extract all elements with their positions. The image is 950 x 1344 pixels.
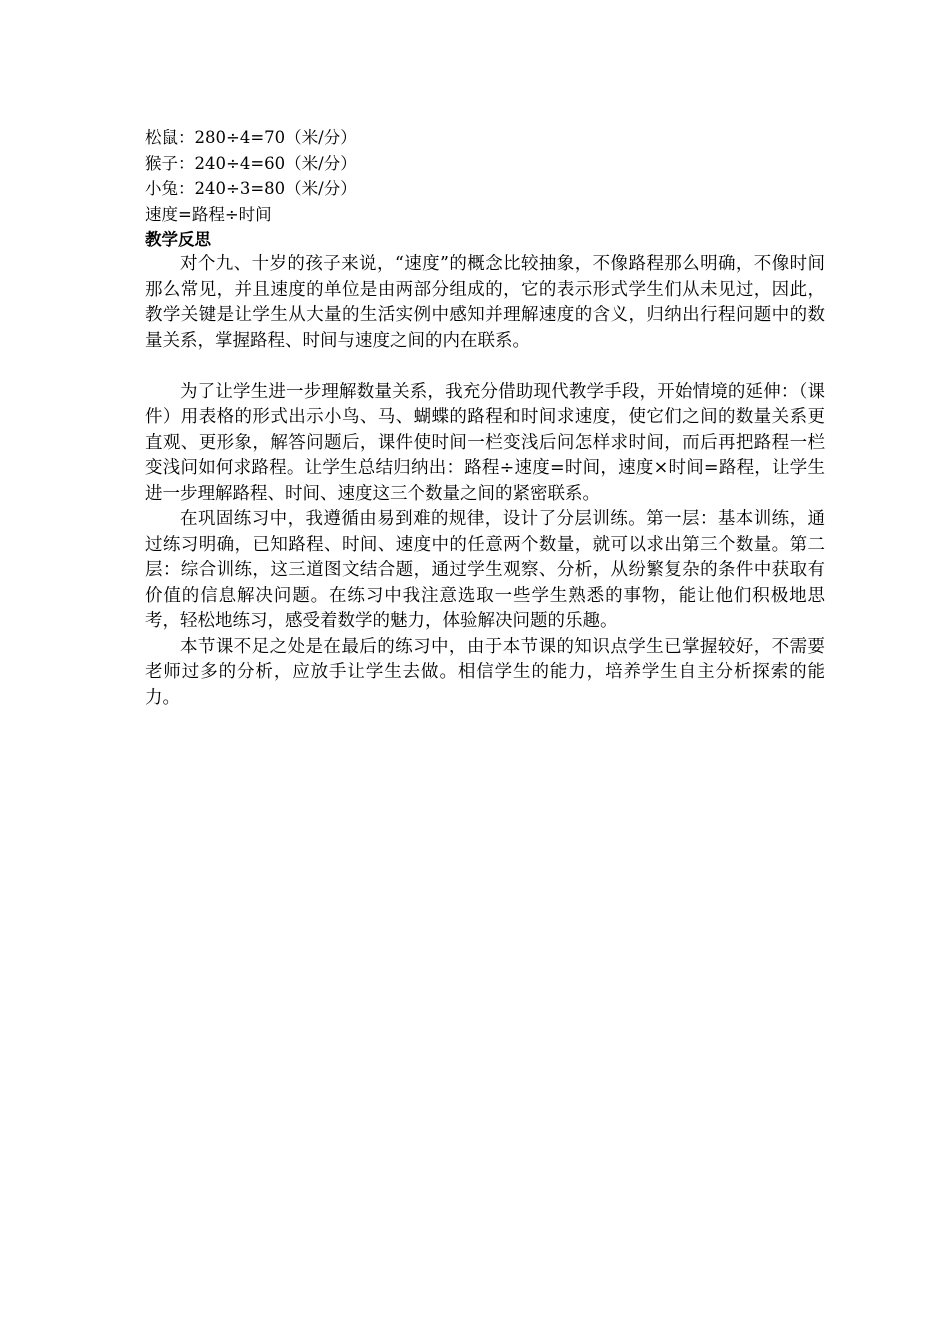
calc-rabbit: 小兔：240÷3=80（米/分）: [145, 179, 357, 198]
document-page: [145, 125, 825, 711]
reflection-paragraph-1: 对个九、十岁的孩子来说，“速度”的概念比较抽象，不像路程那么明确，不像时间那么常见，并且速度的单位是由两部分组成的，它的表示形式学生们从未见过，因此，教学关键是让学生从大量的生活实例中感知并理解速度的含义，归纳出行程问题中的数量关系，掌握路程、时间与速度之间的内在联系。: [145, 254, 825, 351]
reflection-heading: 教学反思: [145, 230, 211, 249]
paragraph-spacer: [145, 354, 825, 380]
calc-monkey: 猴子：240÷4=60（米/分）: [145, 153, 357, 173]
speed-formula: 速度=路程÷时间: [145, 204, 272, 224]
reflection-paragraph-4: 本节课不足之处是在最后的练习中，由于本节课的知识点学生已掌握较好，不需要老师过多的分析，应放手让学生去做。相信学生的能力，培养学生自主分析探索的能力。: [145, 636, 825, 708]
calc-squirrel: 松鼠：280÷4=70（米/分）: [145, 128, 357, 147]
reflection-paragraph-2: 为了让学生进一步理解数量关系，我充分借助现代教学手段，开始情境的延伸：（课件）用表格的形式出示小鸟、马、蝴蝶的路程和时间求速度，使它们之间的数量关系更直观、更形象，解答问题后，课件使时间一栏变浅后问怎样求时间，而后再把路程一栏变浅问如何求路程。让学生总结归纳出：路程÷速度=时间，速度×时间=路程，让学生进一步理解路程、时间、速度这三个数量之间的紧密联系。: [145, 381, 825, 504]
reflection-paragraph-3: 在巩固练习中，我遵循由易到难的规律，设计了分层训练。第一层：基本训练，通过练习明确，已知路程、时间、速度中的任意两个数量，就可以求出第三个数量。第二层：综合训练，这三道图文结合题，通过学生观察、分析，从纷繁复杂的条件中获取有价值的信息解决问题。在练习中我注意选取一些学生熟悉的事物，能让他们积极地思考，轻松地练习，感受着数学的魅力，体验解决问题的乐趣。: [145, 509, 825, 631]
